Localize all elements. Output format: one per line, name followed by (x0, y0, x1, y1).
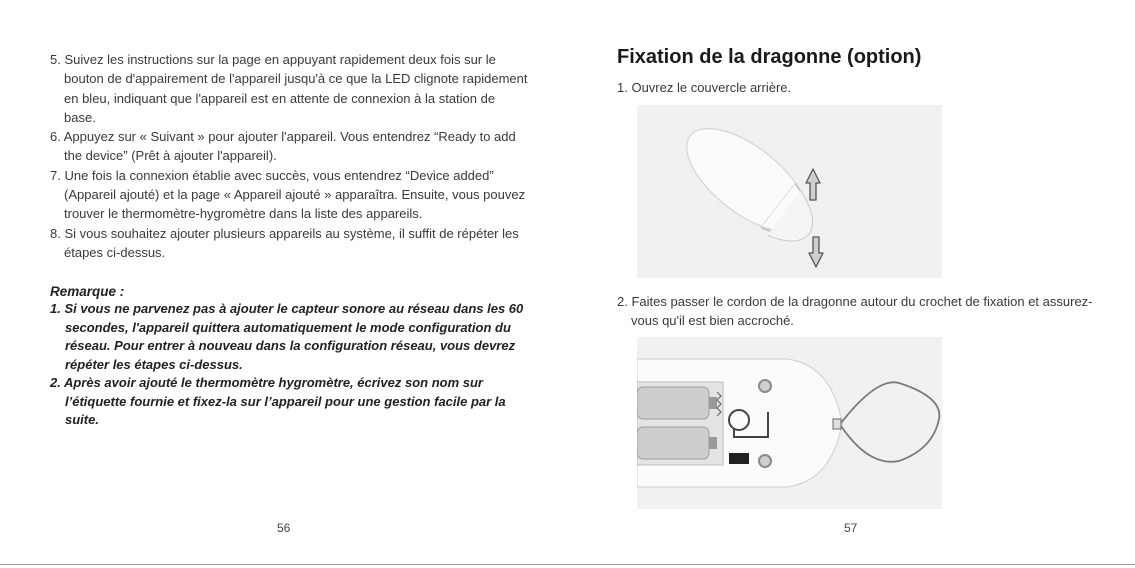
left-page (0, 0, 567, 568)
section-title: Fixation de la dragonne (option) (617, 46, 922, 68)
arrow-up-icon (806, 169, 820, 200)
note-item-1: 1. Si vous ne parvenez pas à ajouter le capteur sonore au réseau dans les 60 secondes, l'appareil quittera automatiquement le mode configuration du réseau. Pour entrer à nouveau dans la configuration réseau, vous devrez répéter les étapes ci-dessus. (50, 301, 524, 372)
page-number: 57 (844, 521, 858, 535)
instruction-step-7: 7. Une fois la connexion établie avec succès, vous entendrez “Device added” (Appareil ajouté) et la page « Appareil ajouté » apparaîtra. Ensuite, vous pouvez trouver le thermomètre-hygromètre dans la liste des appareils. (50, 167, 526, 222)
device-open-cover-drawing (637, 105, 942, 278)
instruction-step-5: 5. Suivez les instructions sur la page en appuyant rapidement deux fois sur le bouton de d'appairement de l'appareil jusqu'à ce que la LED clignote rapidement en bleu, indiquant que l'appareil est en attente de connexion à la station de base. (50, 52, 528, 125)
bottom-divider (0, 564, 1135, 565)
note-heading: Remarque : (50, 284, 125, 299)
battery-compartment (637, 382, 723, 465)
arrow-down-icon (809, 237, 823, 267)
device-lanyard-drawing (637, 337, 942, 509)
right-page (567, 0, 1135, 568)
lanyard-illustration (637, 337, 942, 509)
step-2-text: 2. Faites passer le cordon de la dragonne autour du crochet de fixation et assurez-vous qu'il est bien accroché. (617, 294, 1093, 328)
instruction-step-6: 6. Appuyez sur « Suivant » pour ajouter l'appareil. Vous entendrez “Ready to add the device” (Prêt à ajouter l'appareil). (50, 129, 516, 164)
lanyard-cord (841, 382, 939, 461)
label-marker (729, 453, 749, 464)
page-number: 56 (277, 521, 291, 535)
instruction-list (50, 50, 530, 262)
note-list (50, 300, 525, 430)
instruction-step-8: 8. Si vous souhaitez ajouter plusieurs appareils au système, il suffit de répéter les étapes ci-dessus. (50, 225, 519, 260)
open-cover-illustration (637, 105, 942, 278)
step-1-text: 1. Ouvrez le couvercle arrière. (617, 80, 792, 95)
strap-hook (833, 419, 841, 429)
note-item-2: 2. Après avoir ajouté le thermomètre hygromètre, écrivez son nom sur l’étiquette fournie et fixez-la sur l’appareil pour une gestion facile par la suite. (50, 375, 506, 427)
